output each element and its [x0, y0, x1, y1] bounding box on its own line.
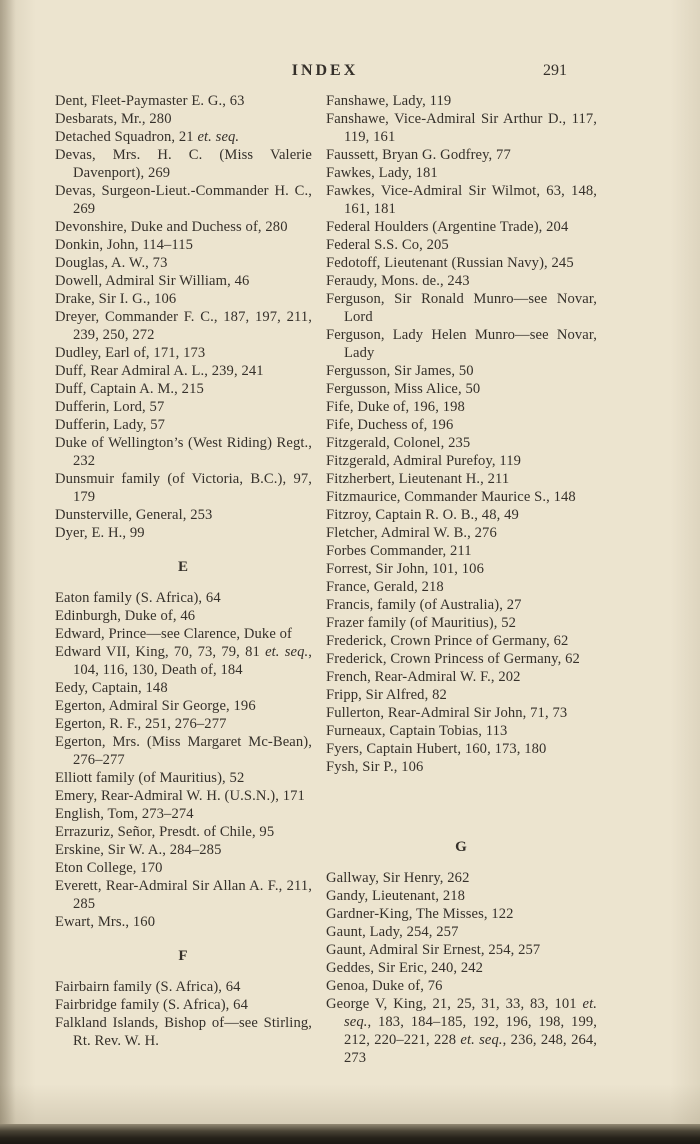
index-entry: Frazer family (of Mauritius), 52	[326, 615, 517, 631]
index-entry: Dudley, Earl of, 171, 173	[55, 345, 206, 361]
index-entry: Gaunt, Lady, 254, 257	[326, 924, 459, 940]
index-entry: Federal S.S. Co, 205	[326, 237, 449, 253]
index-entry: Ferguson, Lady Helen Munro—see Novar, Lady	[326, 327, 597, 361]
index-entry: Fysh, Sir P., 106	[326, 759, 424, 775]
index-entry: Donkin, John, 114–115	[55, 237, 194, 253]
index-entry: Frederick, Crown Princess of Germany, 62	[326, 651, 580, 667]
index-entry: Fife, Duchess of, 196	[326, 417, 454, 433]
index-entry: Ewart, Mrs., 160	[55, 914, 156, 930]
index-entry: Eaton family (S. Africa), 64	[55, 590, 221, 606]
page-title: INDEX	[291, 62, 359, 79]
index-entry: Fitzherbert, Lieutenant H., 211	[326, 471, 510, 487]
index-entry: George V, King, 21, 25, 31, 33, 83, 101 et. seq., 183, 184–185, 192, 196, 198, 199, 212, 220–221, 228 et. seq., 236, 248, 264, 273	[326, 996, 598, 1066]
index-entry: Duff, Rear Admiral A. L., 239, 241	[55, 363, 264, 379]
index-entry: Fawkes, Vice-Admiral Sir Wilmot, 63, 148, 161, 181	[326, 183, 597, 217]
index-entry: Duke of Wellington’s (West Riding) Regt., 232	[55, 435, 312, 469]
index-entry: Gallway, Sir Henry, 262	[326, 870, 470, 886]
index-entry: Fyers, Captain Hubert, 160, 173, 180	[326, 741, 547, 757]
index-entry: Erskine, Sir W. A., 284–285	[55, 842, 222, 858]
index-entry: Duff, Captain A. M., 215	[55, 381, 204, 397]
page-header	[55, 62, 595, 84]
index-entry: Fitzmaurice, Commander Maurice S., 148	[326, 489, 576, 505]
index-entry: Edward VII, King, 70, 73, 79, 81 et. seq., 104, 116, 130, Death of, 184	[55, 644, 312, 678]
index-entry: Egerton, Mrs. (Miss Margaret Mc-Bean), 276–277	[55, 734, 312, 768]
index-entry: Feraudy, Mons. de., 243	[326, 273, 470, 289]
index-entry: Gardner-King, The Misses, 122	[326, 906, 514, 922]
index-entry: Desbarats, Mr., 280	[55, 111, 172, 127]
index-entry: Dufferin, Lord, 57	[55, 399, 165, 415]
index-entry: Dufferin, Lady, 57	[55, 417, 166, 433]
index-entry: Edward, Prince—see Clarence, Duke of	[55, 626, 293, 642]
index-entry: Devas, Surgeon-Lieut.-Commander H. C., 269	[55, 183, 312, 217]
index-entry: Fitzroy, Captain R. O. B., 48, 49	[326, 507, 519, 523]
index-entry: Gaunt, Admiral Sir Ernest, 254, 257	[326, 942, 541, 958]
index-entry: Fletcher, Admiral W. B., 276	[326, 525, 497, 541]
index-entry: English, Tom, 273–274	[55, 806, 194, 822]
index-entry: Dent, Fleet-Paymaster E. G., 63	[55, 93, 245, 109]
index-entry: Fairbridge family (S. Africa), 64	[55, 997, 248, 1013]
page-bottom-edge	[0, 1124, 700, 1144]
section-letter: F	[178, 948, 189, 964]
index-entry: Errazuriz, Señor, Presdt. of Chile, 95	[55, 824, 275, 840]
index-entry: Everett, Rear-Admiral Sir Allan A. F., 211, 285	[55, 878, 312, 912]
index-entry: Gandy, Lieutenant, 218	[326, 888, 466, 904]
index-entry: Elliott family (of Mauritius), 52	[55, 770, 245, 786]
page-number: 291	[543, 62, 567, 79]
index-entry: Douglas, A. W., 73	[55, 255, 168, 271]
index-entry: Devonshire, Duke and Duchess of, 280	[55, 219, 288, 235]
page-gutter-shadow	[0, 0, 16, 1144]
index-entry: Dunsterville, General, 253	[55, 507, 213, 523]
section-letter: G	[455, 839, 468, 855]
index-entry: Dyer, E. H., 99	[55, 525, 145, 541]
index-entry: Fripp, Sir Alfred, 82	[326, 687, 447, 703]
index-entry: Fawkes, Lady, 181	[326, 165, 438, 181]
index-entry: Forbes Commander, 211	[326, 543, 472, 559]
index-entry: Eton College, 170	[55, 860, 163, 876]
index-entry: Fife, Duke of, 196, 198	[326, 399, 465, 415]
index-entry: Federal Houlders (Argentine Trade), 204	[326, 219, 569, 235]
index-entry: Francis, family (of Australia), 27	[326, 597, 522, 613]
index-entry: Fairbairn family (S. Africa), 64	[55, 979, 241, 995]
index-entry: Egerton, Admiral Sir George, 196	[55, 698, 256, 714]
index-entry: Furneaux, Captain Tobias, 113	[326, 723, 508, 739]
index-entry: Fedotoff, Lieutenant (Russian Navy), 245	[326, 255, 574, 271]
index-entry: Fanshawe, Vice-Admiral Sir Arthur D., 117, 119, 161	[326, 111, 597, 145]
index-columns	[55, 92, 597, 1067]
index-entry: Fitzgerald, Colonel, 235	[326, 435, 471, 451]
index-entry: Dowell, Admiral Sir William, 46	[55, 273, 250, 289]
index-column-left	[55, 92, 312, 1067]
index-column-right	[326, 92, 597, 1067]
index-entry: Frederick, Crown Prince of Germany, 62	[326, 633, 569, 649]
index-entry: Fanshawe, Lady, 119	[326, 93, 452, 109]
index-entry: Faussett, Bryan G. Godfrey, 77	[326, 147, 511, 163]
index-entry: Fitzgerald, Admiral Purefoy, 119	[326, 453, 522, 469]
index-entry: Forrest, Sir John, 101, 106	[326, 561, 484, 577]
index-entry: Emery, Rear-Admiral W. H. (U.S.N.), 171	[55, 788, 305, 804]
index-entry: Egerton, R. F., 251, 276–277	[55, 716, 227, 732]
index-entry: Detached Squadron, 21 et. seq.	[55, 129, 240, 145]
section-letter: E	[177, 559, 189, 575]
index-entry: Genoa, Duke of, 76	[326, 978, 443, 994]
index-entry: Edinburgh, Duke of, 46	[55, 608, 196, 624]
index-entry: France, Gerald, 218	[326, 579, 444, 595]
index-entry: Fullerton, Rear-Admiral Sir John, 71, 73	[326, 705, 568, 721]
index-entry: Devas, Mrs. H. C. (Miss Valerie Davenport), 269	[55, 147, 312, 181]
index-entry: Fergusson, Miss Alice, 50	[326, 381, 481, 397]
index-entry: Falkland Islands, Bishop of—see Stirling, Rt. Rev. W. H.	[55, 1015, 312, 1049]
index-entry: Drake, Sir I. G., 106	[55, 291, 177, 307]
index-entry: Geddes, Sir Eric, 240, 242	[326, 960, 484, 976]
index-entry: Eedy, Captain, 148	[55, 680, 168, 696]
index-entry: Dunsmuir family (of Victoria, B.C.), 97, 179	[55, 471, 312, 505]
index-entry: French, Rear-Admiral W. F., 202	[326, 669, 521, 685]
index-entry: Fergusson, Sir James, 50	[326, 363, 474, 379]
index-entry: Ferguson, Sir Ronald Munro—see Novar, Lord	[326, 291, 597, 325]
index-entry: Dreyer, Commander F. C., 187, 197, 211, 239, 250, 272	[55, 309, 312, 343]
